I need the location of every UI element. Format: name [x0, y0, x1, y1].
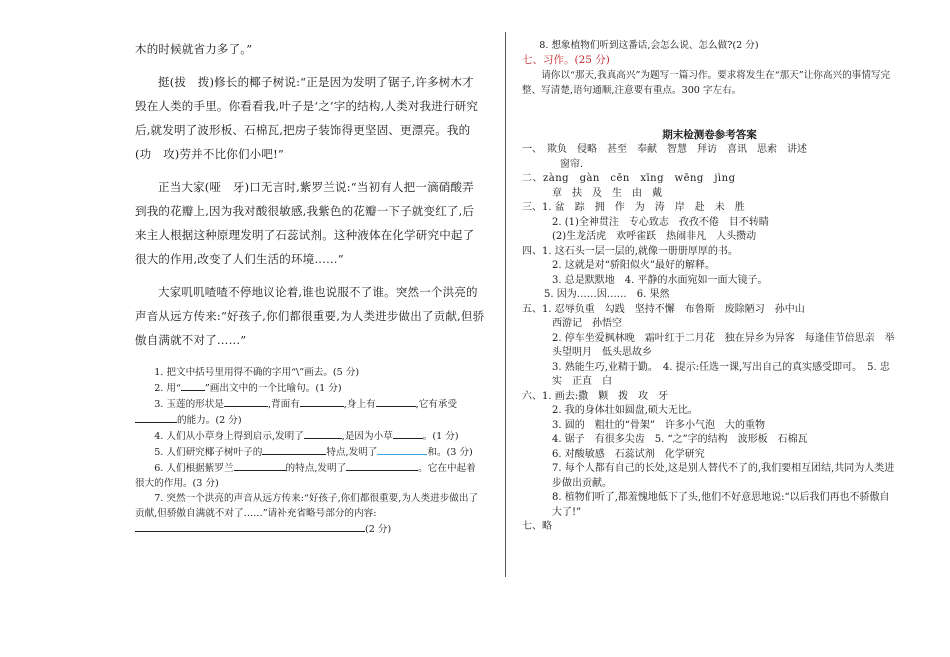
answer-2-chars: 章 扶 及 生 由 戴 — [552, 187, 662, 199]
answer-6: 六、1. 画去:撒 颗 拨 攻 牙 — [522, 390, 669, 402]
blank[interactable] — [300, 396, 344, 407]
answer-3: 三、1. 盆 踪 拥 作 为 涛 岸 赴 未 胜 — [522, 202, 745, 213]
answer-4: 四、1. 这石头一层一层的,就像一册册厚厚的书。 — [522, 245, 738, 257]
question-list — [135, 365, 485, 537]
answer-5-cont: 西游记 孙悟空 — [552, 318, 622, 329]
blank[interactable] — [304, 428, 342, 439]
answer-6-2: 2. 我的身体壮如圆盘,硕大无比。 — [552, 405, 698, 416]
answer-5-3: 3. 熟能生巧,业精于勤。 4. 提示:任选一课,写出自己的真实感受即可。 5. 忠实 正直 白 — [552, 361, 890, 387]
answer-4-2: 2. 这就是对“骄阳似火”最好的解释。 — [552, 260, 715, 271]
story-paragraph-1: 木的时候就省力多了。” — [135, 42, 253, 56]
essay-prompt: 请你以“那天,我真高兴”为题写一篇习作。要求将发生在“那天”让你高兴的事情写完整、写清楚,语句通顺,注意要有重点。300 字左右。 — [522, 70, 891, 96]
question-5: 5. 人们研究椰子树叶子的 特点,发明了 和。(3 分) — [135, 444, 485, 460]
answer-5-2: 2. 停车坐爱枫林晚 霜叶红于二月花 独在异乡为异客 每逢佳节倍思亲 举头望明月 低头思故乡 — [552, 332, 895, 358]
right-column — [522, 38, 897, 535]
blank[interactable] — [234, 460, 286, 471]
answer-1-cont: 窗帘. — [560, 158, 584, 170]
answer-line[interactable] — [135, 521, 365, 532]
story-paragraph-4: 大家叽叽喳喳不停地议论着,谁也说服不了谁。突然一个洪亮的声音从远方传来:“好孩子,你们都很重要,为人类进步做出了贡献,但骄傲自满就不对了……” — [135, 285, 485, 347]
question-8: 8. 想象植物们听到这番话,会怎么说、怎么做?(2 分) — [539, 40, 759, 51]
answer-key — [522, 143, 897, 535]
question-7: 7. 突然一个洪亮的声音从远方传来:“好孩子,你们都很重要,为人类进步做出了贡献,但骄傲自满就不对了……”请补充省略号部分的内容:(2 分) — [135, 493, 479, 535]
answer-6-4: 4. 锯子 有很多尖齿 5. “之”字的结构 波形板 石棉瓦 — [552, 434, 808, 445]
blank[interactable] — [377, 444, 427, 455]
question-4: 4. 人们从小草身上得到启示,发明了 ,是因为小草 。(1 分) — [135, 428, 485, 444]
blank[interactable] — [224, 396, 268, 407]
blank[interactable] — [262, 444, 326, 455]
question-3: 3. 玉莲的形状是 ,背面有 ,身上有 ,它有承受的能力。(2 分) — [135, 396, 485, 428]
answer-7: 七、略 — [522, 521, 552, 532]
blank[interactable] — [181, 380, 205, 391]
section-7-heading: 七、习作。(25 分) — [522, 54, 610, 66]
answer-6-7: 8. 植物们听了,都羞愧地低下了头,他们不好意思地说:“以后我们再也不骄傲自大了!” — [552, 492, 890, 518]
blank[interactable] — [346, 460, 418, 471]
answer-key-title: 期末检测卷参考答案 — [662, 129, 757, 141]
answer-6-6: 7. 每个人都有自己的长处,这是别人替代不了的,我们要相互团结,共同为人类进步做出贡献。 — [552, 463, 895, 489]
blank[interactable] — [393, 428, 423, 439]
answer-3-2: 2. (1)全神贯注 专心致志 孜孜不倦 目不转睛 — [552, 216, 769, 228]
answer-6-3: 3. 圆的 粗壮的“骨架” 许多小气泡 大的重物 — [552, 419, 765, 431]
question-2: 2. 用“ ”画出文中的一个比喻句。(1 分) — [135, 380, 485, 396]
blank[interactable] — [376, 396, 416, 407]
answer-1: 一、 欺负 侵略 甚至 奉献 智慧 拜访 喜讯 思索 讲述 — [522, 144, 807, 155]
question-6: 6. 人们根据紫罗兰 的特点,发明了 。它在中起着很大的作用。(3 分) — [135, 460, 485, 491]
answer-5: 五、1. 忍辱负重 勾践 坚持不懈 布鲁斯 废除陋习 孙中山 — [522, 303, 805, 315]
blank[interactable] — [135, 412, 177, 423]
question-1: 1. 把文中括号里用得不确的字用“\”画去。(5 分) — [154, 367, 360, 378]
answer-2-pinyin: 二、zàng gàn cēn xīng wēng jìng — [522, 173, 736, 184]
answer-6-5: 6. 对酸敏感 石蕊试剂 化学研究 — [552, 448, 705, 460]
story-paragraph-2: 挺(拔 拨)修长的椰子树说:“正是因为发明了锯子,许多树木才毁在人类的手里。你看看我,叶子是‘之’字的结构,人类对我进行研究后,就发明了波形板、石棉瓦,把房子装饰得更坚固、更漂亮。我的(功 攻)劳并不比你们小吧!” — [135, 75, 479, 161]
answer-4-3: 3. 总是默默地 4. 平静的水面宛如一面大镜子。 — [552, 274, 768, 286]
answer-4-4: 5. 因为……因…… 6. 果然 — [544, 289, 670, 300]
column-divider — [505, 32, 506, 577]
left-column — [135, 37, 485, 537]
answer-3-3: (2)生龙活虎 欢呼雀跃 热闹非凡 人头攒动 — [552, 231, 757, 242]
story-paragraph-3: 正当大家(哑 牙)口无言时,紫罗兰说:“当初有人把一滴硝酸弄到我的花瓣上,因为我对酸很敏感,我紫色的花瓣一下子就变红了,后来主人根据这种原理发明了石蕊试剂。这种液体在化学研究中起了很大的作用,改变了人们生活的环境……” — [135, 180, 475, 266]
